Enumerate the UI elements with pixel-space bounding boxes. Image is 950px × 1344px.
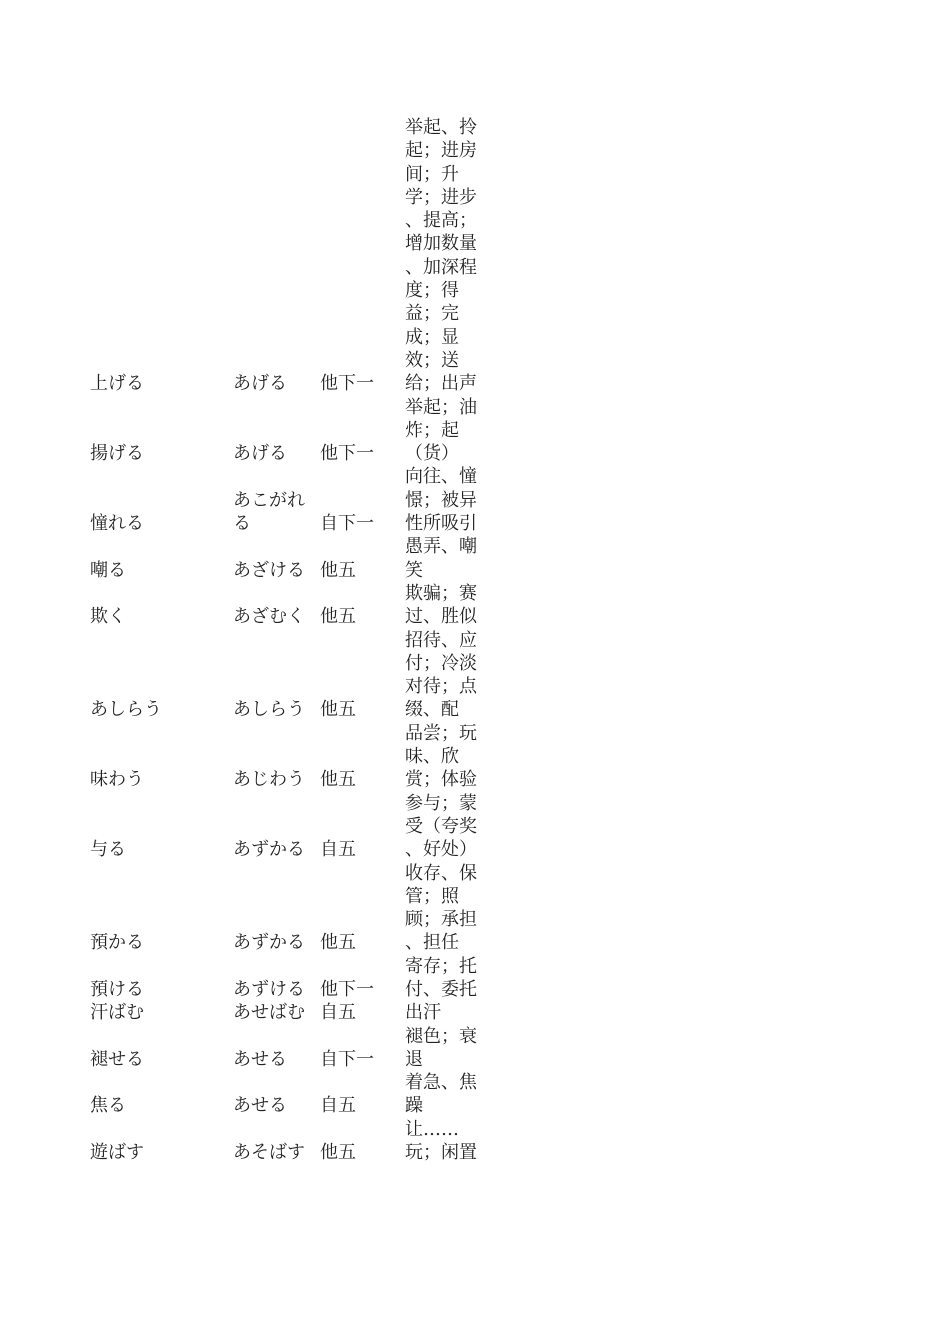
table-row <box>90 1025 485 1072</box>
meaning-cell <box>405 1071 485 1118</box>
pos-cell: 他五 <box>320 769 356 791</box>
meaning-line: 付、委托 <box>405 978 477 1000</box>
reading-cell: あせる <box>233 1095 287 1117</box>
pos-cell: 自五 <box>320 1002 356 1024</box>
table-row <box>90 1118 485 1165</box>
meaning-line: 性所吸引 <box>405 513 477 535</box>
meaning-line: 让…… <box>405 1118 459 1140</box>
word-cell: 預ける <box>90 978 144 1000</box>
meaning-line: 出汗 <box>405 1002 441 1024</box>
table-row <box>90 582 485 629</box>
table-row <box>90 1001 485 1024</box>
reading-cell: あしらう <box>233 699 305 721</box>
table-row <box>90 396 485 466</box>
word-cell: 欺く <box>90 606 126 628</box>
reading-cell: あざむく <box>233 606 305 628</box>
meaning-cell <box>405 862 485 955</box>
meaning-line: 给；出声 <box>405 373 477 395</box>
meaning-line: 味、欣 <box>405 746 459 768</box>
meaning-line: 寄存；托 <box>405 955 477 977</box>
reading-cell: あそばす <box>233 1142 305 1164</box>
meaning-cell <box>405 629 485 722</box>
meaning-line: 招待、应 <box>405 629 477 651</box>
reading-cell: あざける <box>233 559 305 581</box>
word-cell: あしらう <box>90 699 162 721</box>
pos-cell: 他下一 <box>320 978 374 1000</box>
word-cell: 揚げる <box>90 443 144 465</box>
meaning-line: 玩；闲置 <box>405 1142 477 1164</box>
meaning-cell <box>405 955 485 1002</box>
meaning-line: 向往、憧 <box>405 466 477 488</box>
meaning-line: 度；得 <box>405 280 459 302</box>
word-cell: 汗ばむ <box>90 1002 144 1024</box>
meaning-line: 、好处） <box>405 839 477 861</box>
reading-cell: あずける <box>233 978 305 1000</box>
meaning-line: 参与；蒙 <box>405 792 477 814</box>
reading-cell: あじわう <box>233 769 305 791</box>
word-cell: 上げる <box>90 373 144 395</box>
vocabulary-table-body <box>90 116 485 1164</box>
pos-cell: 自五 <box>320 839 356 861</box>
meaning-line: 增加数量 <box>405 233 477 255</box>
meaning-cell <box>405 116 485 396</box>
table-row <box>90 862 485 955</box>
pos-cell: 他下一 <box>320 443 374 465</box>
meaning-line: （货） <box>405 443 459 465</box>
meaning-cell <box>405 582 485 629</box>
meaning-cell <box>405 1118 485 1165</box>
meaning-line: 缀、配 <box>405 699 459 721</box>
reading-cell: あずかる <box>233 932 305 954</box>
word-cell: 味わう <box>90 769 144 791</box>
reading-cell: あずかる <box>233 839 305 861</box>
word-cell: 焦る <box>90 1095 126 1117</box>
pos-cell: 他下一 <box>320 373 374 395</box>
meaning-line: 、提高； <box>405 210 477 232</box>
pos-cell: 他五 <box>320 606 356 628</box>
meaning-line: 顾；承担 <box>405 909 477 931</box>
meaning-line: 褪色；衰 <box>405 1025 477 1047</box>
meaning-line: 益；完 <box>405 303 459 325</box>
meaning-line: 举起、拎 <box>405 117 477 138</box>
meaning-line: 着急、焦 <box>405 1072 477 1094</box>
meaning-line: 对待；点 <box>405 676 477 698</box>
pos-cell: 自五 <box>320 1095 356 1117</box>
meaning-line: 收存、保 <box>405 862 477 884</box>
meaning-line: 赏；体验 <box>405 769 477 791</box>
pos-cell: 他五 <box>320 559 356 581</box>
table-row <box>90 465 485 535</box>
vocabulary-table <box>90 116 485 1164</box>
table-row <box>90 116 485 396</box>
meaning-line: 受（夸奖 <box>405 815 477 837</box>
word-cell: 憧れる <box>90 513 144 535</box>
meaning-line: 举起；油 <box>405 396 477 418</box>
pos-cell: 自下一 <box>320 1048 374 1070</box>
meaning-line: 愚弄、嘲 <box>405 536 477 558</box>
meaning-line: 躁 <box>405 1095 423 1117</box>
word-cell: 預かる <box>90 932 144 954</box>
reading-cell: あこがれる <box>233 489 305 535</box>
word-cell: 嘲る <box>90 559 126 581</box>
meaning-line: 退 <box>405 1048 423 1070</box>
table-row <box>90 722 485 792</box>
meaning-cell <box>405 722 485 792</box>
pos-cell: 自下一 <box>320 513 374 535</box>
meaning-line: 炸；起 <box>405 419 459 441</box>
meaning-line: 间；升 <box>405 163 459 185</box>
reading-cell: あせばむ <box>233 1002 305 1024</box>
meaning-line: 付；冷淡 <box>405 652 477 674</box>
meaning-line: 效；送 <box>405 349 459 371</box>
reading-cell: あせる <box>233 1048 287 1070</box>
reading-cell: あげる <box>233 443 287 465</box>
meaning-line: 起；进房 <box>405 140 477 162</box>
pos-cell: 他五 <box>320 1142 356 1164</box>
pos-cell: 他五 <box>320 932 356 954</box>
table-row <box>90 1071 485 1118</box>
meaning-cell <box>405 535 485 582</box>
meaning-line: 、加深程 <box>405 256 477 278</box>
table-row <box>90 955 485 1002</box>
table-row <box>90 535 485 582</box>
pos-cell: 他五 <box>320 699 356 721</box>
meaning-cell <box>405 396 485 466</box>
word-cell: 遊ばす <box>90 1142 144 1164</box>
word-cell: 与る <box>90 839 126 861</box>
meaning-line: 笑 <box>405 559 423 581</box>
reading-cell: あげる <box>233 373 287 395</box>
table-row <box>90 792 485 862</box>
meaning-cell <box>405 1025 485 1072</box>
meaning-cell <box>405 792 485 862</box>
meaning-line: 品尝；玩 <box>405 722 477 744</box>
table-row <box>90 629 485 722</box>
meaning-line: 学；进步 <box>405 186 477 208</box>
meaning-line: 过、胜似 <box>405 606 477 628</box>
meaning-cell <box>405 465 485 535</box>
meaning-line: 欺骗；赛 <box>405 582 477 604</box>
meaning-cell <box>405 1001 485 1024</box>
meaning-line: 成；显 <box>405 326 459 348</box>
word-cell: 褪せる <box>90 1048 144 1070</box>
meaning-line: 憬；被异 <box>405 489 477 511</box>
meaning-line: 管；照 <box>405 885 459 907</box>
meaning-line: 、担任 <box>405 932 459 954</box>
